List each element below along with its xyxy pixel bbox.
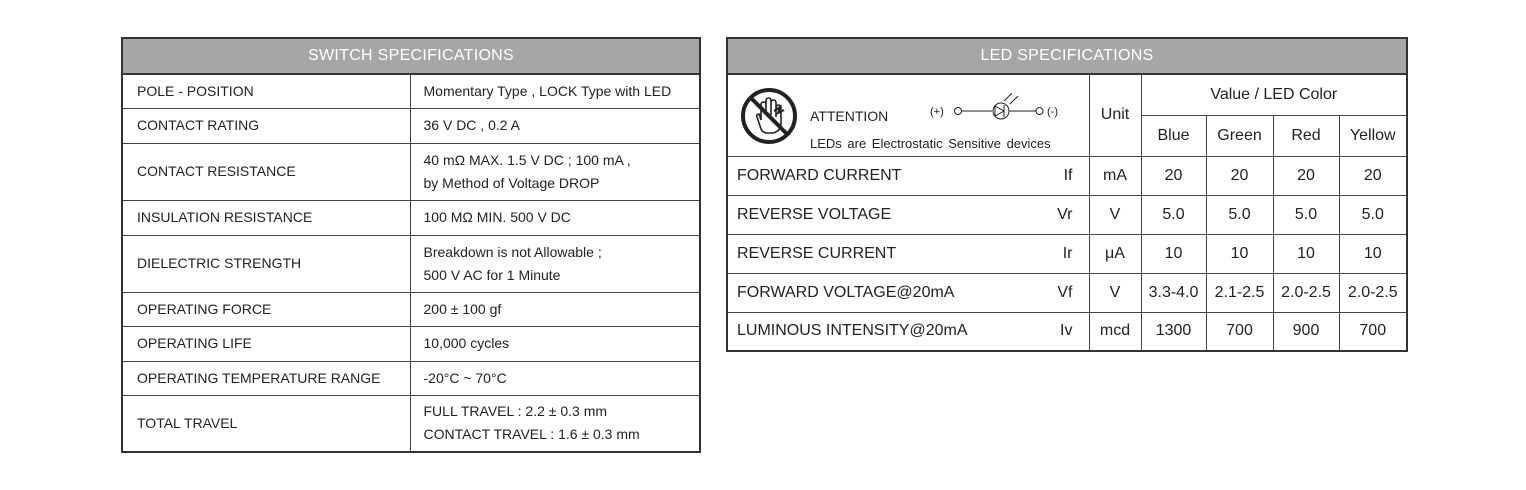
led-unit: mcd (1089, 312, 1141, 351)
switch-param: OPERATING TEMPERATURE RANGE (122, 361, 410, 395)
table-row (727, 234, 1407, 273)
led-param: FORWARD VOLTAGE@20mA (727, 273, 1043, 312)
led-value: 5.0 (1339, 195, 1407, 234)
led-specifications-table (726, 37, 1408, 352)
led-value: 900 (1273, 312, 1339, 351)
led-unit: μA (1089, 234, 1141, 273)
switch-value: 10,000 cycles (410, 326, 700, 361)
polarity-plus: (+) (930, 106, 944, 118)
led-polarity-diagram (930, 93, 1070, 130)
switch-specifications-table (121, 37, 701, 453)
switch-value: 200 ± 100 gf (410, 292, 700, 326)
led-value: 20 (1141, 156, 1206, 195)
switch-param: POLE - POSITION (122, 74, 410, 108)
table-row (122, 143, 700, 200)
color-header-yellow: Yellow (1339, 115, 1407, 156)
led-value: 700 (1339, 312, 1407, 351)
led-unit: V (1089, 195, 1141, 234)
color-header-red: Red (1273, 115, 1339, 156)
led-value: 10 (1141, 234, 1206, 273)
led-value: 10 (1339, 234, 1407, 273)
led-value: 5.0 (1206, 195, 1273, 234)
led-param: REVERSE VOLTAGE (727, 195, 1043, 234)
led-symbol: Vr (1043, 195, 1089, 234)
switch-param: CONTACT RATING (122, 108, 410, 143)
switch-param: OPERATING FORCE (122, 292, 410, 326)
led-value: 10 (1206, 234, 1273, 273)
led-value: 2.0-2.5 (1273, 273, 1339, 312)
led-value: 1300 (1141, 312, 1206, 351)
esd-warning-icon (740, 87, 798, 150)
switch-value: Momentary Type , LOCK Type with LED (410, 74, 700, 108)
led-unit: V (1089, 273, 1141, 312)
led-value: 3.3-4.0 (1141, 273, 1206, 312)
switch-param: TOTAL TRAVEL (122, 395, 410, 452)
switch-value: FULL TRAVEL : 2.2 ± 0.3 mm CONTACT TRAVEL : 1.6 ± 0.3 mm (410, 395, 700, 452)
esd-note: LEDs are Electrostatic Sensitive devices (810, 136, 1051, 151)
led-param: FORWARD CURRENT (727, 156, 1043, 195)
attention-label: ATTENTION (810, 108, 889, 124)
switch-param: DIELECTRIC STRENGTH (122, 235, 410, 292)
table-row (727, 156, 1407, 195)
table-row (122, 74, 700, 108)
led-param: REVERSE CURRENT (727, 234, 1043, 273)
switch-param: OPERATING LIFE (122, 326, 410, 361)
attention-cell (727, 74, 1089, 156)
polarity-minus: (-) (1047, 106, 1058, 118)
table-row (122, 361, 700, 395)
switch-param: INSULATION RESISTANCE (122, 200, 410, 235)
led-symbol: If (1043, 156, 1089, 195)
unit-header: Unit (1089, 74, 1141, 156)
led-value: 5.0 (1273, 195, 1339, 234)
color-header-blue: Blue (1141, 115, 1206, 156)
table-row (727, 273, 1407, 312)
led-unit: mA (1089, 156, 1141, 195)
switch-value: Breakdown is not Allowable ; 500 V AC for 1 Minute (410, 235, 700, 292)
switch-table-title: SWITCH SPECIFICATIONS (122, 38, 700, 74)
color-header-green: Green (1206, 115, 1273, 156)
led-param: LUMINOUS INTENSITY@20mA (727, 312, 1043, 351)
table-row (122, 235, 700, 292)
led-symbol: Iv (1043, 312, 1089, 351)
led-value: 2.1-2.5 (1206, 273, 1273, 312)
table-row (727, 312, 1407, 351)
value-header: Value / LED Color (1141, 74, 1407, 115)
led-value: 10 (1273, 234, 1339, 273)
led-value: 20 (1339, 156, 1407, 195)
led-value: 2.0-2.5 (1339, 273, 1407, 312)
switch-value: 40 mΩ MAX. 1.5 V DC ; 100 mA , by Method of Voltage DROP (410, 143, 700, 200)
table-row (122, 292, 700, 326)
table-row (122, 395, 700, 452)
led-value: 20 (1206, 156, 1273, 195)
table-row (122, 326, 700, 361)
table-row (122, 108, 700, 143)
led-symbol: Ir (1043, 234, 1089, 273)
switch-value: -20°C ~ 70°C (410, 361, 700, 395)
led-table-title: LED SPECIFICATIONS (727, 38, 1407, 74)
switch-param: CONTACT RESISTANCE (122, 143, 410, 200)
led-value: 20 (1273, 156, 1339, 195)
switch-value: 100 MΩ MIN. 500 V DC (410, 200, 700, 235)
led-value: 5.0 (1141, 195, 1206, 234)
switch-value: 36 V DC , 0.2 A (410, 108, 700, 143)
table-row (727, 195, 1407, 234)
led-symbol: Vf (1043, 273, 1089, 312)
led-value: 700 (1206, 312, 1273, 351)
table-row (122, 200, 700, 235)
